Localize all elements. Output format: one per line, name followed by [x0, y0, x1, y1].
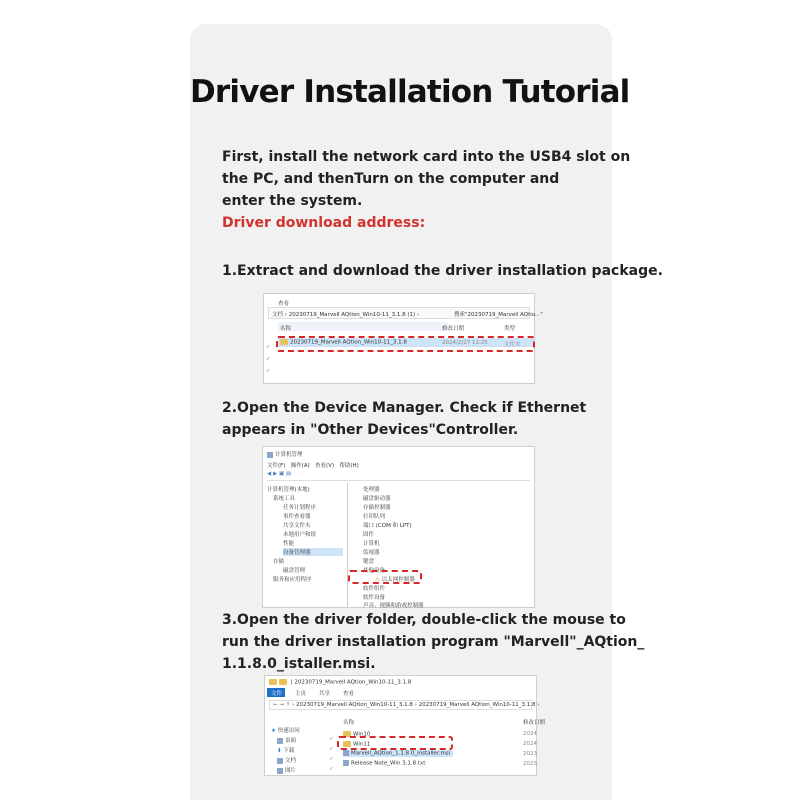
folder-icon	[269, 679, 277, 685]
shot2-device-10-label: 以太网控制器	[381, 577, 415, 583]
step-2-line-2: appears in "Other Devices"Controller.	[222, 422, 519, 438]
shot3-nav-0-label: 快速访问	[277, 728, 300, 734]
shot2-device-12[interactable]: 软件设备	[363, 595, 386, 601]
shot2-tree-4[interactable]: 共享文件夹	[283, 523, 311, 529]
shot3-path: 20230719_Marvell AQtion_Win10-11_3.1.8	[294, 679, 412, 686]
shot3-nav-3-label: 文档	[285, 758, 297, 764]
shot2-toolbar: ◀ ▶ ▣ ▤	[267, 471, 530, 481]
shot1-file-name: 20230719_Marvell AQtion_Win10-11_3.1.8	[290, 339, 407, 346]
computer-management-icon	[267, 452, 273, 458]
intro-line-1: First, install the network card into the USB4 slot on	[222, 149, 631, 165]
shot2-device-1[interactable]: 磁盘驱动器	[363, 496, 391, 502]
shot1-col-name: 名称	[280, 326, 292, 332]
shot1-path: 文档 › 20230719_Marvell AQtion_Win10-11_3.1.8 (1) ›	[272, 312, 420, 318]
shot3-file-1-name: Win11	[353, 741, 371, 748]
shot1-col-type: 类型	[504, 326, 516, 332]
step-3-line-1: 3.Open the driver folder, double-click the mouse to	[222, 612, 626, 628]
shot2-titlebar	[267, 450, 534, 458]
shot3-nav-1-label: 桌面	[285, 738, 297, 744]
shot3-date-2: 2023	[523, 751, 537, 757]
shot1-search: 搜索"20230719_Marvell AQtio..."	[454, 312, 543, 318]
shot2-device-13[interactable]: 声音、视频和游戏控制器	[363, 603, 424, 609]
shot1-col-date: 修改日期	[442, 326, 465, 332]
shot2-tree-7[interactable]: 设备管理器	[283, 548, 343, 556]
shot2-device-0[interactable]: 处理器	[363, 487, 380, 493]
shot2-tree-1[interactable]: 系统工具	[273, 496, 296, 502]
download-icon: ⬇	[277, 748, 282, 754]
step-1-text: 1.Extract and download the driver installation package.	[222, 263, 663, 279]
pin-icon: ➶	[266, 356, 271, 362]
shot3-file-2-name: Marvell_AQtion_1.1.8.0_installer.msi	[351, 750, 451, 757]
shot2-window-title: 计算机管理	[275, 452, 303, 458]
shot3-col-name: 名称	[343, 720, 355, 726]
shot3-titlebar: | 20230719_Marvell AQtion_Win10-11_3.1.8	[269, 679, 536, 686]
shot2-device-7[interactable]: 监视器	[363, 550, 380, 556]
shot2-menu-view[interactable]: 查看(V)	[315, 463, 335, 469]
shot2-tree-0[interactable]: 计算机管理(本地)	[267, 487, 310, 493]
shot2-tree-10[interactable]: 服务和应用程序	[273, 577, 312, 583]
pin-icon: ➶	[266, 368, 271, 374]
shot3-file-3-name: Release Note_Win 3.1.8.txt	[351, 760, 426, 767]
shot3-nav-4-label: 图片	[285, 768, 297, 774]
shot3-file-0-name: Win10	[353, 731, 371, 738]
document-icon	[277, 758, 283, 764]
shot3-date-3: 2023	[523, 761, 537, 767]
shot2-tree-9[interactable]: 磁盘管理	[283, 568, 306, 574]
shot3-tab-home[interactable]: 主页	[295, 691, 307, 697]
shot3-col-date: 修改日期	[523, 720, 546, 726]
shot2-device-4[interactable]: 端口 (COM 和 LPT)	[363, 523, 412, 529]
shot1-menu: 查看	[278, 301, 290, 307]
pin-icon: ➶	[329, 766, 334, 772]
shot2-tree-3[interactable]: 事件查看器	[283, 514, 311, 520]
picture-icon	[277, 768, 283, 774]
star-icon: ★	[271, 728, 276, 734]
download-address-label[interactable]: Driver download address:	[222, 215, 426, 231]
shot2-menu-action[interactable]: 操作(A)	[290, 463, 310, 469]
step-2-line-1: 2.Open the Device Manager. Check if Ethernet	[222, 400, 587, 416]
desktop-icon	[277, 738, 283, 744]
shot2-device-2[interactable]: 存储控制器	[363, 505, 391, 511]
shot2-device-8[interactable]: 键盘	[363, 559, 375, 565]
shot3-breadcrumb-text: › 20230719_Marvell AQtion_Win10-11_3.1.8 › 20230719_Marvell AQtion_Win10-11_3.1.8 ›	[292, 702, 540, 708]
shot2-tree-2[interactable]: 任务计划程序	[283, 505, 317, 511]
shot3-date-1: 2024	[523, 741, 537, 747]
shot3-date-0: 2024	[523, 731, 537, 737]
pin-icon: ➶	[266, 344, 271, 350]
pin-icon: ➶	[329, 736, 334, 742]
shot1-file-date: 2024/2/27 11:25	[442, 340, 488, 346]
shot2-device-6[interactable]: 计算机	[363, 541, 380, 547]
warning-icon: ⚠	[375, 577, 380, 583]
step-3-line-2: run the driver installation program "Marvell"_AQtion_	[222, 634, 645, 650]
pin-icon: ➶	[329, 756, 334, 762]
intro-line-2: the PC, and thenTurn on the computer and	[222, 171, 560, 187]
shot2-device-3[interactable]: 打印队列	[363, 514, 386, 520]
folder-icon	[279, 679, 287, 685]
highlight-frame-2	[348, 570, 422, 584]
highlight-frame-3	[337, 736, 453, 750]
intro-line-3: enter the system.	[222, 193, 363, 209]
shot2-tree-5[interactable]: 本地用户和组	[283, 532, 317, 538]
step-3-line-3: 1.1.8.0_istaller.msi.	[222, 656, 376, 672]
pin-icon: ➶	[329, 746, 334, 752]
shot2-menu-file[interactable]: 文件(F)	[267, 463, 286, 469]
step-3-screenshot	[264, 675, 546, 776]
shot2-tree-8[interactable]: 存储	[273, 559, 285, 565]
shot3-tab-file[interactable]: 文件	[271, 691, 283, 697]
page-title: Driver Installation Tutorial	[190, 74, 630, 110]
highlight-frame-1	[276, 336, 535, 352]
shot2-menu	[267, 461, 534, 469]
shot2-tree-6[interactable]: 性能	[283, 541, 295, 547]
shot3-breadcrumb: ← → ↑ › 20230719_Marvell AQtion_Win10-11_3.1.8 › 20230719_Marvell AQtion_Win10-11_3.1.8 ›	[273, 702, 540, 708]
shot3-nav-2-label: 下载	[283, 748, 295, 754]
shot2-device-11[interactable]: 软件组件	[363, 586, 386, 592]
shot2-menu-help[interactable]: 帮助(H)	[339, 463, 359, 469]
shot2-device-9[interactable]: 其他设备	[363, 568, 386, 574]
shot3-tab-view[interactable]: 查看	[343, 691, 355, 697]
shot1-file-type: 文件夹	[504, 342, 521, 348]
shot2-device-5[interactable]: 固件	[363, 532, 375, 538]
shot3-tab-share[interactable]: 共享	[319, 691, 331, 697]
